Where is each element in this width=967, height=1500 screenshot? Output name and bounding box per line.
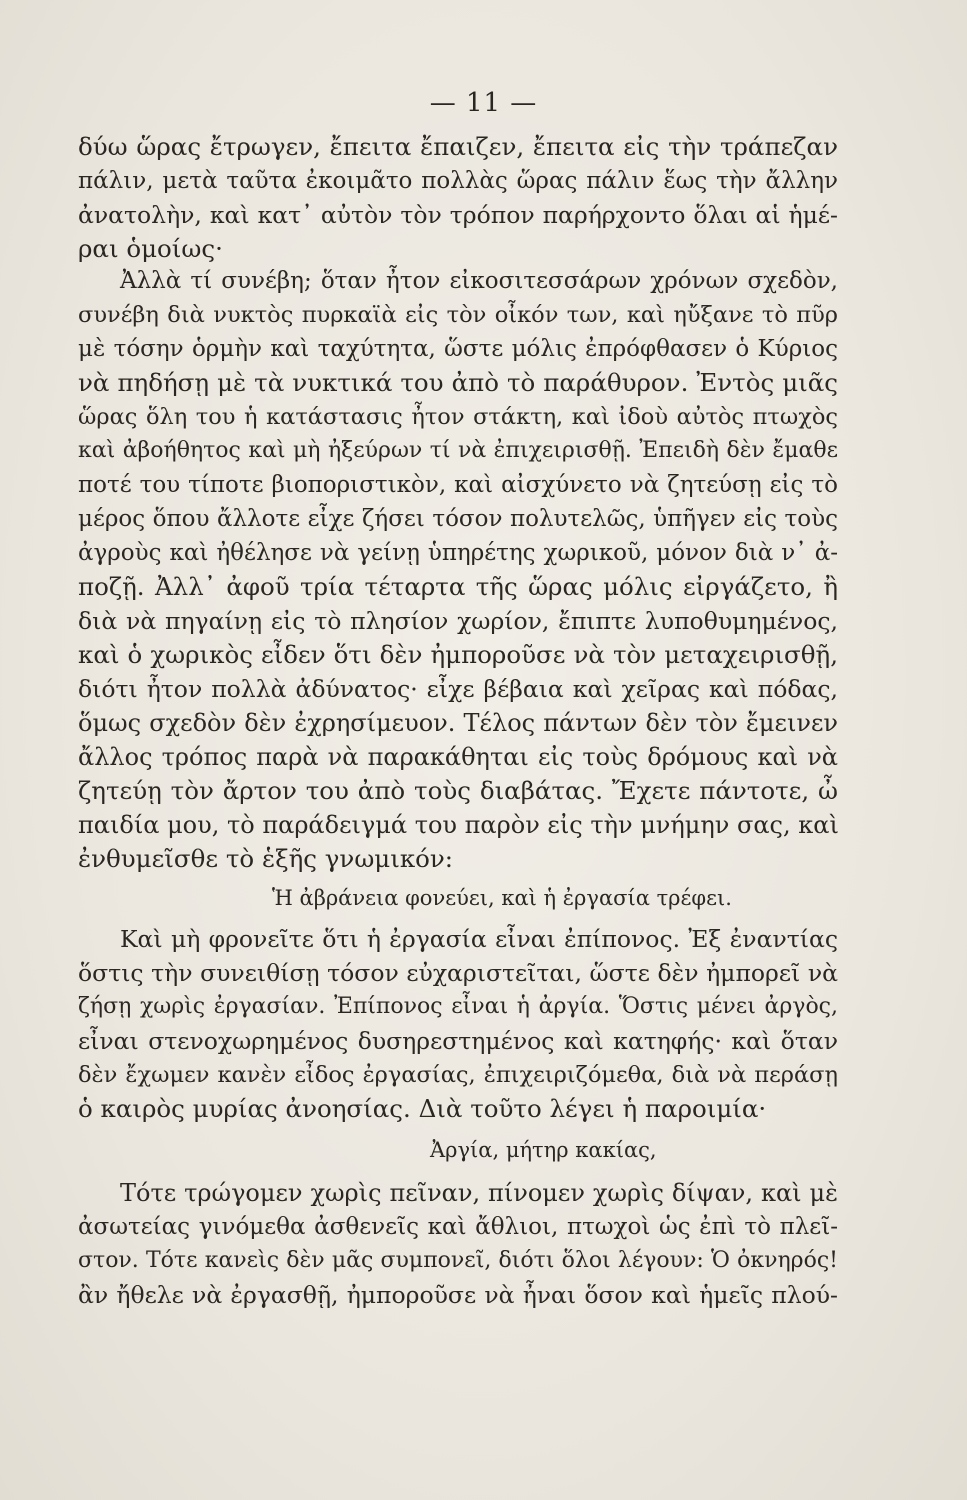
text-line: καὶ ὁ χωρικὸς εἶδεν ὅτι δὲν ἠμποροῦσε νὰ τὸν μεταχειρισθῇ, bbox=[78, 640, 838, 669]
text-line: ἄλλος τρόπος παρὰ νὰ παρακάθηται εἰς τοὺς δρόμους καὶ νὰ bbox=[78, 743, 838, 771]
text-line: ὥρας ὅλη του ἡ κατάστασις ἦτον στάκτη, καὶ ἰδοὺ αὐτὸς πτωχὸς bbox=[78, 404, 838, 430]
text-line: ὁ καιρὸς μυρίας ἀνοησίας. Διὰ τοῦτο λέγει ἡ παροιμία· bbox=[78, 1094, 767, 1123]
text-line: Ἀλλὰ τί συνέβη; ὅταν ἦτον εἰκοσιτεσσάρων χρόνων σχεδὸν, bbox=[120, 268, 838, 294]
text-line: διὰ νὰ πηγαίνῃ εἰς τὸ πλησίον χωρίον, ἔπιπτε λυποθυμημένος, bbox=[78, 607, 838, 635]
page-number: — 11 — bbox=[429, 88, 538, 118]
text-line: εἶναι στενοχωρημένος δυσηρεστημένος καὶ κατηφής· καὶ ὅταν bbox=[78, 1027, 838, 1055]
text-line: νὰ πηδήσῃ μὲ τὰ νυκτικά του ἀπὸ τὸ παράθυρον. Ἐντὸς μιᾶς bbox=[78, 368, 838, 397]
text-line: δύω ὥρας ἔτρωγεν, ἔπειτα ἔπαιζεν, ἔπειτα εἰς τὴν τράπεζαν bbox=[78, 132, 838, 161]
text-line: στον. Τότε κανεὶς δὲν μᾶς συμπονεῖ, διότι ὅλοι λέγουν: Ὁ ὀκνηρός! bbox=[78, 1248, 838, 1273]
text-line: διότι ἦτον πολλὰ ἀδύνατος· εἶχε βέβαια καὶ χεῖρας καὶ πόδας, bbox=[78, 675, 838, 703]
proverb-line: Ἡ ἀβράνεια φονεύει, καὶ ἡ ἐργασία τρέφει. bbox=[272, 886, 732, 910]
proverb-line: Ἀργία, μήτηρ κακίας, bbox=[430, 1138, 657, 1162]
text-line: ἀνατολὴν, καὶ κατ᾽ αὐτὸν τὸν τρόπον παρήρχοντο ὅλαι αἱ ἡμέ- bbox=[78, 201, 838, 229]
text-line: παιδία μου, τὸ παράδειγμά του παρὸν εἰς τὴν μνήμην σας, καὶ bbox=[78, 811, 839, 839]
text-line: συνέβη διὰ νυκτὸς πυρκαϊὰ εἰς τὸν οἶκόν των, καὶ ηὔξανε τὸ πῦρ bbox=[78, 302, 838, 328]
text-line: ἀγροὺς καὶ ἠθέλησε νὰ γείνῃ ὑπηρέτης χωρικοῦ, μόνον διὰ ν᾽ ἀ- bbox=[78, 540, 838, 566]
text-line: ζήσῃ χωρὶς ἐργασίαν. Ἐπίπονος εἶναι ἡ ἀργία. Ὅστις μένει ἀργὸς, bbox=[78, 994, 838, 1019]
text-line: μὲ τόσην ὁρμὴν καὶ ταχύτητα, ὥστε μόλις ἐπρόφθασεν ὁ Κύριος bbox=[78, 336, 838, 362]
text-line: ἀσωτείας γινόμεθα ἀσθενεῖς καὶ ἄθλιοι, πτωχοὶ ὡς ἐπὶ τὸ πλεῖ- bbox=[78, 1214, 838, 1240]
text-line: ραι ὁμοίως· bbox=[78, 234, 223, 263]
text-line: πάλιν, μετὰ ταῦτα ἐκοιμᾶτο πολλὰς ὥρας πάλιν ἕως τὴν ἄλλην bbox=[78, 168, 838, 194]
text-line: καὶ ἀβοήθητος καὶ μὴ ἠξεύρων τί νὰ ἐπιχειρισθῇ. Ἐπειδὴ δὲν ἔμαθε bbox=[78, 438, 838, 463]
text-line: ἐνθυμεῖσθε τὸ ἑξῆς γνωμικόν: bbox=[78, 844, 454, 873]
text-line: μέρος ὅπου ἄλλοτε εἶχε ζήσει τόσον πολυτελῶς, ὑπῆγεν εἰς τοὺς bbox=[78, 506, 838, 532]
text-line: ἂν ἤθελε νὰ ἐργασθῇ, ἠμποροῦσε νὰ ἦναι ὅσον καὶ ἡμεῖς πλού- bbox=[78, 1281, 838, 1309]
text-line: Καὶ μὴ φρονεῖτε ὅτι ἡ ἐργασία εἶναι ἐπίπονος. Ἐξ ἐναντίας bbox=[120, 925, 838, 953]
text-line: Τότε τρώγομεν χωρὶς πεῖναν, πίνομεν χωρὶς δίψαν, καὶ μὲ bbox=[120, 1179, 838, 1207]
text-line: ὅστις τὴν συνειθίσῃ τόσον εὐχαριστεῖται, ὥστε δὲν ἠμπορεῖ νὰ bbox=[78, 959, 838, 987]
text-line: δὲν ἔχωμεν κανὲν εἶδος ἐργασίας, ἐπιχειριζόμεθα, διὰ νὰ περάσῃ bbox=[78, 1062, 838, 1088]
text-line: ποτέ του τίποτε βιοποριστικὸν, καὶ αἰσχύνετο νὰ ζητεύσῃ εἰς τὸ bbox=[78, 472, 838, 498]
text-line: ζητεύῃ τὸν ἄρτον του ἀπὸ τοὺς διαβάτας. Ἔχετε πάντοτε, ὦ bbox=[78, 776, 838, 805]
text-line: ὅμως σχεδὸν δὲν ἐχρησίμευον. Τέλος πάντων δὲν τὸν ἔμεινεν bbox=[78, 709, 838, 737]
text-line: ποζῇ. Ἀλλ᾽ ἀφοῦ τρία τέταρτα τῆς ὥρας μόλις εἰργάζετο, ἢ bbox=[78, 572, 838, 601]
